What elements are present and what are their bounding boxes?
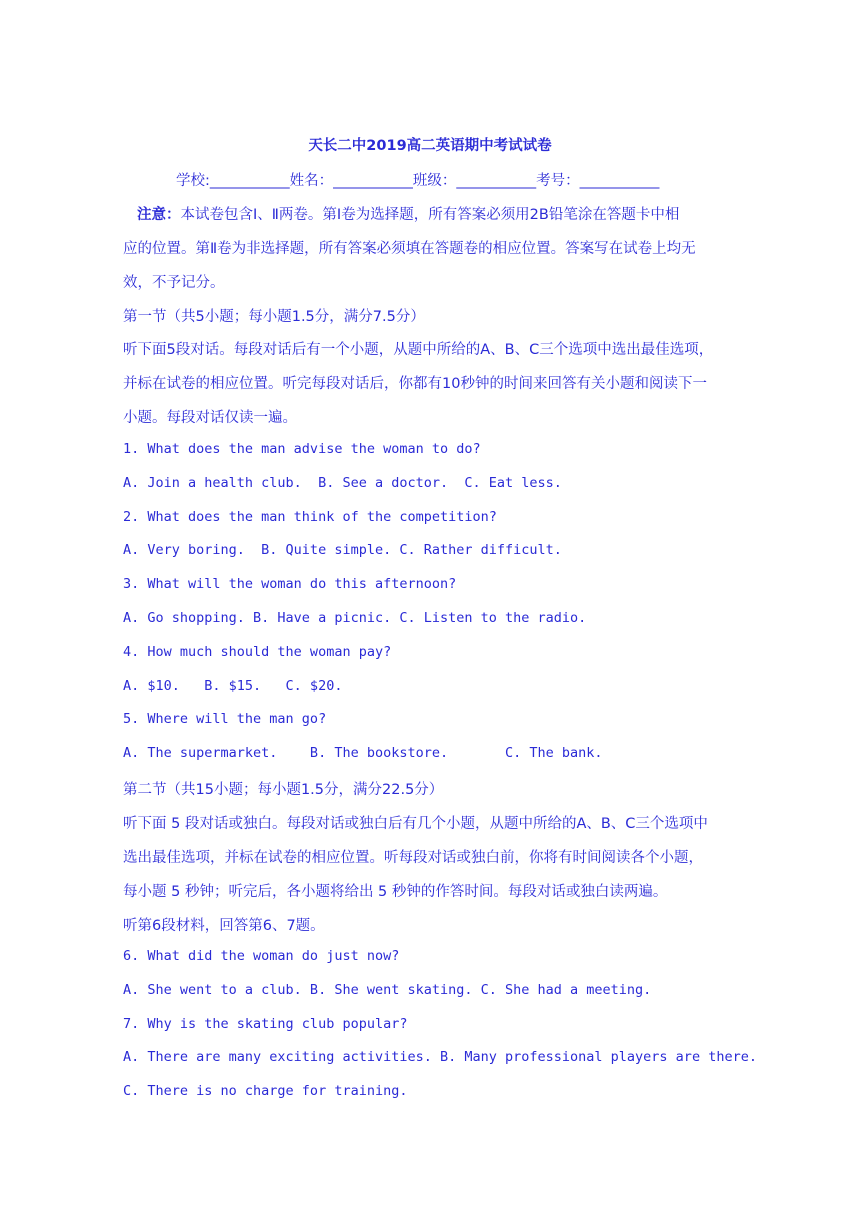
options-5: A. The supermarket. B. The bookstore. C. The bank. [123,745,603,761]
material-6-instruction: 听第6段材料，回答第6、7题。 [123,918,325,934]
section2-heading: 第二节（共15小题；每小题1.5分，满分22.5分） [123,782,444,798]
section1-instruction-3: 小题。每段对话仅读一遍。 [123,410,297,426]
notice-label: 注意： [137,207,181,223]
question-3: 3. What will the woman do this afternoon? [123,576,457,592]
question-1: 1. What does the man advise the woman to do? [123,441,481,457]
options-7-line-1: A. There are many exciting activities. B. Many professional players are there. [123,1049,757,1065]
section2-instruction-2: 选出最佳选项，并标在试卷的相应位置。听每段对话或独白前，你将有时间阅读各个小题， [123,850,703,866]
notice-line-2: 应的位置。第Ⅱ卷为非选择题，所有答案必须填在答题卷的相应位置。答案写在试卷上均无 [123,241,696,257]
question-5: 5. Where will the man go? [123,711,327,727]
section1-instruction-2: 并标在试卷的相应位置。听完每段对话后，你都有10秒钟的时间来回答有关小题和阅读下一 [123,376,707,392]
section2-instruction-1: 听下面 5 段对话或独白。每段对话或独白后有几个小题，从题中所给的A、B、C三个选项中 [123,816,708,832]
options-6: A. She went to a club. B. She went skating. C. She had a meeting. [123,982,652,998]
section2-instruction-3: 每小题 5 秒钟；听完后，各小题将给出 5 秒钟的作答时间。每段对话或独白读两遍。 [123,884,668,900]
question-6: 6. What did the woman do just now? [123,948,400,964]
options-2: A. Very boring. B. Quite simple. C. Rather difficult. [123,542,562,558]
options-4: A. $10. B. $15. C. $20. [123,678,343,694]
exam-title: 天长二中2019高二英语期中考试试卷 [308,138,552,154]
options-7-line-2: C. There is no charge for training. [123,1083,408,1099]
options-1: A. Join a health club. B. See a doctor. C. Eat less. [123,475,562,491]
notice-line-3: 效，不予记分。 [123,275,225,291]
options-3: A. Go shopping. B. Have a picnic. C. Listen to the radio. [123,610,587,626]
notice-line-1 [137,203,679,224]
section1-instruction-1: 听下面5段对话。每段对话后有一个小题，从题中所给的A、B、C三个选项中选出最佳选项， [123,342,714,358]
question-2: 2. What does the man think of the competition? [123,509,497,525]
student-info-line: 学校:___________姓名：___________班级：___________考号：___________ [176,173,660,189]
notice-text-1: 本试卷包含Ⅰ、Ⅱ两卷。第Ⅰ卷为选择题，所有答案必须用2B铅笔涂在答题卡中相 [180,207,680,223]
section1-heading: 第一节（共5小题；每小题1.5分，满分7.5分） [123,309,425,325]
question-7: 7. Why is the skating club popular? [123,1016,408,1032]
question-4: 4. How much should the woman pay? [123,644,392,660]
